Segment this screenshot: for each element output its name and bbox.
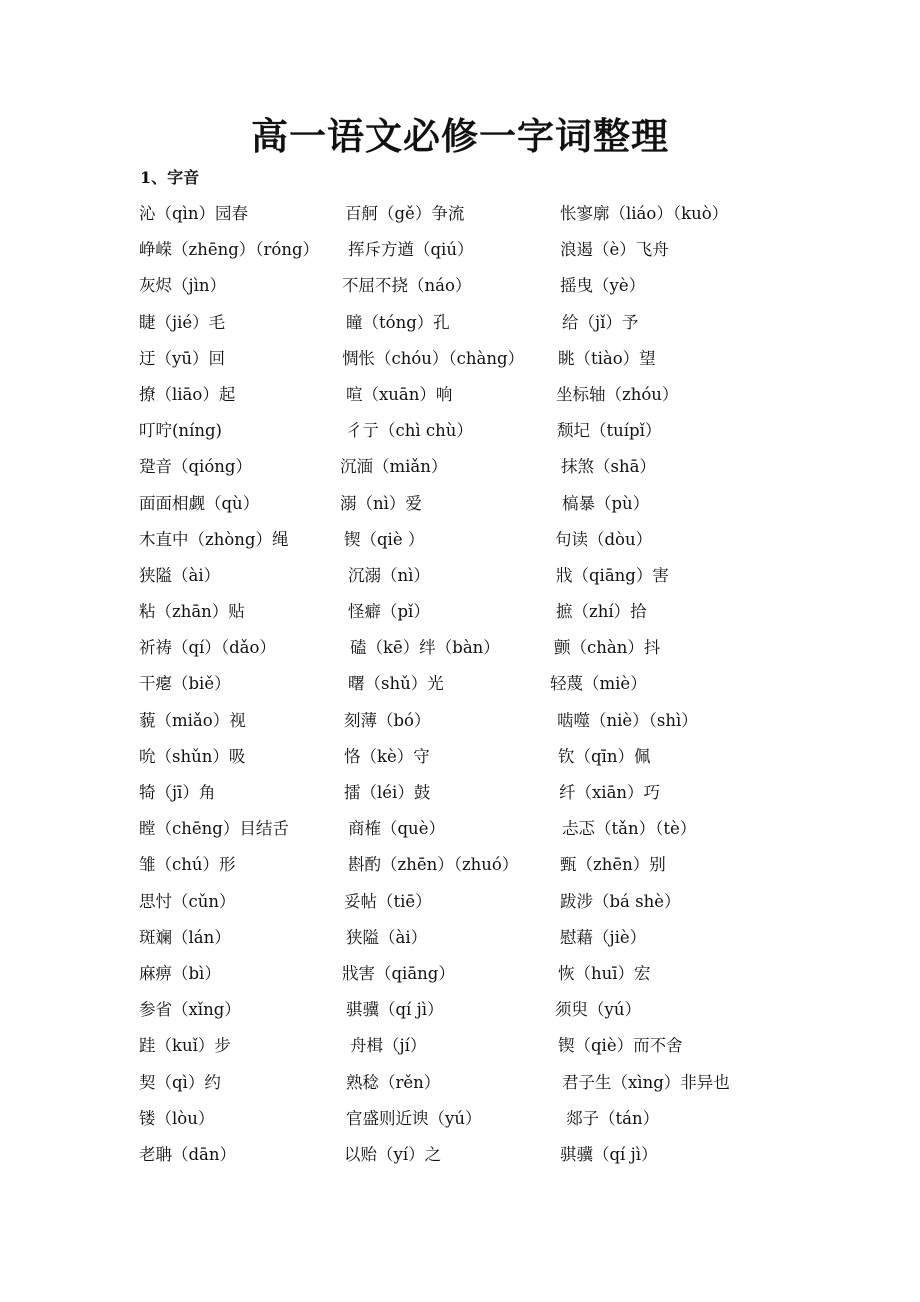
list-row (0, 490, 920, 526)
word-entry: 妥帖（tiē） (344, 891, 432, 911)
word-entry: 木直中（zhòng）绳 (139, 529, 289, 549)
list-row (0, 960, 920, 996)
page-title: 高一语文必修一字词整理 (251, 114, 669, 158)
word-entry: 钦（qīn）佩 (558, 746, 651, 766)
word-entry: 颓圮（tuípǐ） (557, 421, 662, 441)
word-entry: 犄（jī）角 (139, 783, 216, 802)
word-entry: 挥斥方遒（qiú） (348, 240, 474, 260)
word-entry: 沉溺（nì） (348, 565, 430, 585)
list-row (0, 1141, 920, 1177)
word-entry: 郯子（tán） (566, 1108, 660, 1128)
word-entry: 瞳（tóng）孔 (346, 312, 450, 332)
list-row (0, 634, 920, 670)
word-entry: 藐（miǎo）视 (139, 710, 246, 730)
list-row (0, 598, 920, 634)
word-list (0, 200, 920, 1177)
word-entry: 溺（nì）爱 (340, 493, 422, 513)
list-row (0, 779, 920, 815)
word-entry: 不屈不挠（náo） (342, 276, 472, 296)
word-entry: 跬（kuǐ）步 (139, 1036, 231, 1056)
word-entry: 跋涉（bá shè） (560, 891, 681, 911)
word-entry: 契（qì）约 (139, 1072, 221, 1092)
list-row (0, 743, 920, 779)
word-entry: 纤（xiān）巧 (559, 783, 661, 802)
word-entry: 怅寥廓（liáo）（kuò） (560, 204, 729, 223)
list-row (0, 272, 920, 308)
word-entry: 参省（xǐng） (139, 1000, 241, 1020)
word-entry: 锲（qiè ） (344, 529, 425, 549)
word-entry: 撩（liāo）起 (139, 384, 236, 404)
word-entry: 官盛则近谀（yú） (346, 1108, 482, 1128)
list-row (0, 236, 920, 272)
word-entry: 沉湎（miǎn） (340, 457, 448, 477)
word-entry: 戕害（qiāng） (342, 963, 455, 983)
word-entry: 刻薄（bó） (344, 710, 431, 730)
word-entry: 句读（dòu） (555, 529, 653, 549)
word-entry: 睫（jié）毛 (139, 312, 226, 332)
word-entry: 轻蔑（miè） (550, 674, 647, 694)
word-entry: 浪遏（è）飞舟 (560, 240, 669, 260)
list-row (0, 1105, 920, 1141)
word-entry: 忐忑（tǎn）（tè） (562, 819, 697, 839)
word-entry: 雏（chú）形 (139, 855, 236, 875)
word-entry: 须臾（yú） (555, 1000, 641, 1020)
word-entry: 君子生（xìng）非异也 (562, 1072, 730, 1092)
word-entry: 舟楫（jí） (350, 1036, 427, 1056)
list-row (0, 200, 920, 236)
word-entry: 颤（chàn）抖 (554, 638, 661, 658)
word-entry: 怪癖（pǐ） (348, 602, 430, 622)
word-entry: 惆怅（chóu）（chàng） (342, 348, 525, 368)
list-row (0, 996, 920, 1032)
word-entry: 给（jǐ）予 (562, 312, 639, 332)
word-entry: 百舸（gě）争流 (345, 204, 465, 223)
word-entry: 慰藉（jiè） (560, 927, 647, 947)
word-entry: 骐骥（qí jì） (346, 1000, 444, 1020)
list-row (0, 526, 920, 562)
list-row (0, 670, 920, 706)
list-row (0, 562, 920, 598)
word-entry: 沁（qìn）园春 (139, 204, 248, 223)
word-entry: 跫音（qióng） (139, 457, 252, 477)
word-entry: 摭（zhí）拾 (556, 602, 647, 622)
word-entry: 叮咛(níng) (139, 421, 222, 441)
list-row (0, 1069, 920, 1105)
word-entry: 狭隘（ài） (139, 565, 221, 585)
word-entry: 瞠（chēng）目结舌 (139, 819, 289, 839)
list-row (0, 417, 920, 453)
word-entry: 峥嵘（zhēng）（róng） (139, 240, 320, 260)
list-row (0, 453, 920, 489)
word-entry: 斑斓（lán） (139, 927, 231, 947)
word-entry: 面面相觑（qù） (139, 493, 260, 513)
word-entry: 彳亍（chì chù） (346, 421, 473, 441)
word-entry: 甄（zhēn）别 (560, 855, 666, 875)
list-row (0, 924, 920, 960)
word-entry: 恪（kè）守 (344, 746, 430, 766)
word-entry: 眺（tiào）望 (558, 348, 656, 368)
word-entry: 骐骥（qí jì） (560, 1144, 658, 1164)
list-row (0, 707, 920, 743)
word-entry: 磕（kē）绊（bàn） (350, 638, 500, 658)
word-entry: 恢（huī）宏 (558, 963, 651, 983)
word-entry: 思忖（cǔn） (139, 891, 236, 911)
list-row (0, 309, 920, 345)
word-entry: 摇曳（yè） (560, 276, 646, 296)
word-entry: 熟稔（rěn） (346, 1072, 441, 1092)
section-heading: 1、字音 (140, 168, 200, 187)
list-row (0, 1032, 920, 1068)
word-entry: 粘（zhān）贴 (139, 602, 245, 622)
word-entry: 锲（qiè）而不舍 (558, 1036, 683, 1056)
word-entry: 戕（qiāng）害 (556, 565, 669, 585)
word-entry: 狭隘（ài） (346, 927, 428, 947)
word-entry: 曙（shǔ）光 (348, 674, 444, 694)
word-entry: 镂（lòu） (139, 1108, 215, 1128)
list-row (0, 815, 920, 851)
word-entry: 以贻（yí）之 (344, 1144, 442, 1164)
word-entry: 干瘪（biě） (139, 674, 231, 694)
list-row (0, 345, 920, 381)
word-entry: 槁暴（pù） (562, 493, 650, 513)
word-entry: 啮噬（niè）（shì） (557, 710, 698, 730)
word-entry: 灰烬（jìn） (139, 276, 227, 296)
word-entry: 老聃（dān） (139, 1144, 237, 1164)
word-entry: 吮（shǔn）吸 (139, 746, 246, 766)
word-entry: 祈祷（qí）（dǎo） (139, 638, 276, 658)
word-entry: 抹煞（shā） (561, 457, 656, 477)
word-entry: 麻痹（bì） (139, 963, 221, 983)
word-entry: 喧（xuān）响 (346, 384, 453, 404)
word-entry: 斟酌（zhēn）（zhuó） (348, 855, 519, 875)
word-entry: 坐标轴（zhóu） (556, 384, 679, 404)
list-row (0, 381, 920, 417)
list-row (0, 851, 920, 887)
word-entry: 商榷（què） (348, 819, 445, 839)
list-row (0, 888, 920, 924)
word-entry: 擂（léi）鼓 (344, 783, 431, 802)
word-entry: 迂（yū）回 (139, 348, 225, 368)
